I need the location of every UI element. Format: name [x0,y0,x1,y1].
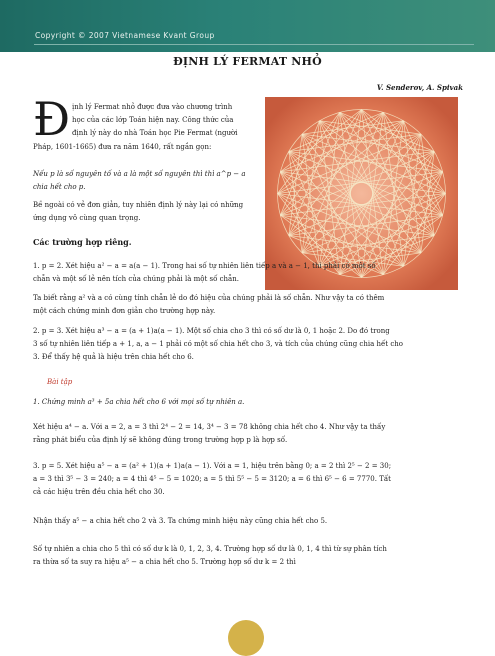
case-line: một cách chứng minh đơn giản cho trường hợp này. [33,307,216,316]
note-line: Bề ngoài có vẻ đơn giản, tuy nhiên định lý này lại có những [33,201,244,209]
note-paragraph [33,199,263,225]
final-line: Số tự nhiên a chia cho 5 thì có số dư k là 0, 1, 2, 3, 4. Trường hợp số dư là 0, 1, 4 thì từ sự phân tích [33,545,387,553]
case-line: a = 3 thì 3⁵ − 3 = 240; a = 4 thì 4⁵ − 5 = 1020; a = 5 thì 5⁵ − 5 = 3120; a = 6 thì 6⁵ − 6 = 7770. Tất [33,475,391,484]
theorem-statement [33,168,263,194]
exercise-1: 1. Chứng minh a³ + 5a chia hết cho 6 với mọi số tự nhiên a. [33,398,245,406]
header-banner [0,0,495,52]
intro-paragraph [72,101,257,141]
exercise-label: Bài tập [47,378,73,386]
case-p3 [33,325,463,365]
drop-cap: Đ [33,92,71,146]
note-line: ứng dụng vô cùng quan trọng. [33,214,141,223]
case-p2-remark [33,292,463,318]
case-line: cả các hiệu trên đều chia hết cho 30. [33,488,165,497]
intro-line: học của các lớp Toán hiện nay. Công thức của [72,116,234,125]
case-line: Ta biết rằng a² và a có cùng tính chẵn lẻ do đó hiệu của chúng phải là số chẵn. Như vậy ta có thêm [33,294,385,302]
case-line: 3. p = 5. Xét hiệu a⁵ − a = (a² + 1)(a + 1)a(a − 1). Với a = 1, hiệu trên bằng 0; a = 2 thì 2⁵ − 2 = 30; [33,462,392,470]
article-authors: V. Senderov, A. Spivak [376,83,463,92]
header-divider [34,44,474,45]
case-line: 3. Để thấy hệ quả là hiệu trên chia hết cho 6. [33,353,194,362]
case-line: chẵn và một số lẻ nên tích của chúng phải là một số chẵn. [33,275,239,284]
case-line: 1. p = 2. Xét hiệu a² − a = a(a − 1). Trong hai số tự nhiên liên tiếp a và a − 1, thì phải có một số [33,262,376,270]
case-line: Xét hiệu a⁴ − a. Với a = 2, a = 3 thì 2⁴ − 2 = 14, 3⁴ − 3 = 78 không chia hết cho 4. Như vậy ta thấy [33,423,386,431]
statement-line: Nếu p là số nguyên tố và a là một số nguyên thì thì a^p − a [33,170,246,178]
observation: Nhận thấy a⁵ − a chia hết cho 2 và 3. Ta chứng minh hiệu này cũng chia hết cho 5. [33,517,328,525]
case-p2 [33,260,463,286]
article-title: ĐỊNH LÝ FERMAT NHỎ [173,55,322,68]
case-p4 [33,421,463,447]
final-paragraph [33,543,463,569]
intro-last-line: Pháp, 1601-1665) đưa ra năm 1640, rất ngắn gọn: [33,143,212,151]
final-line: ra thừa số ta suy ra hiệu a⁵ − a chia hết cho 5. Trường hợp số dư k = 2 thì [33,558,296,567]
copyright-text: Copyright © 2007 Vietnamese Kvant Group [35,31,215,40]
case-line: rằng phát biểu của định lý sẽ không đúng trong trường hợp p là hợp số. [33,436,288,445]
case-p5 [33,460,463,500]
statement-line: chia hết cho p. [33,183,86,192]
case-line: 2. p = 3. Xét hiệu a³ − a = (a + 1)a(a − 1). Một số chia cho 3 thì có số dư là 0, 1 hoặc 2. Do đó trong [33,327,390,335]
case-line: 3 số tự nhiên liên tiếp a + 1, a, a − 1 phải có một số chia hết cho 3, và tích của chúng cũng chia hết cho [33,340,403,349]
section-title: Các trường hợp riêng. [33,237,132,247]
intro-line: định lý này do nhà Toán học Pie Fermat (người [72,129,238,138]
intro-line: ịnh lý Fermat nhỏ được đưa vào chương trình [72,103,233,111]
page-marker [228,620,264,656]
